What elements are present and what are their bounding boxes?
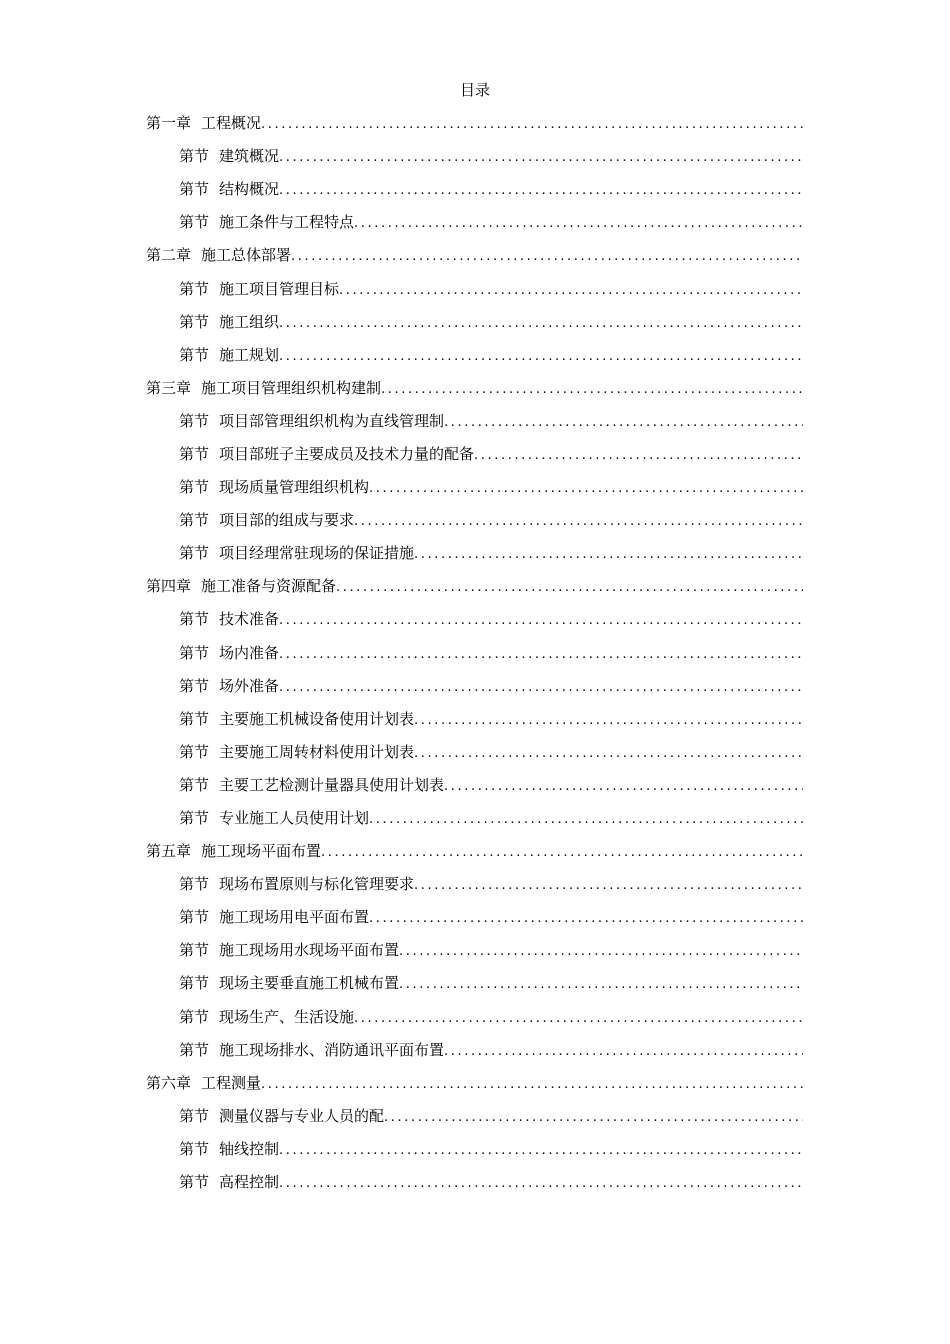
toc-dot-leader — [444, 1045, 803, 1058]
toc-entry-title: 结构概况 — [219, 180, 280, 199]
toc-entry-title: 施工总体部署 — [201, 246, 292, 265]
toc-section-entry[interactable] — [179, 966, 803, 999]
toc-entry-title: 施工项目管理组织机构建制 — [201, 378, 382, 397]
toc-dot-leader — [399, 978, 803, 991]
toc-dot-leader — [279, 1144, 803, 1157]
toc-entry-title: 主要工艺检测计量器具使用计划表 — [219, 775, 445, 794]
toc-section-entry[interactable] — [179, 867, 803, 900]
toc-entry-title: 建筑概况 — [219, 147, 280, 166]
toc-section-entry[interactable] — [179, 404, 803, 437]
toc-dot-leader — [354, 1012, 803, 1025]
toc-section-entry[interactable] — [179, 900, 803, 933]
toc-section-entry[interactable] — [179, 437, 803, 470]
toc-entry-number: 第节 — [179, 610, 210, 629]
toc-entry-number: 第节 — [179, 180, 210, 199]
toc-section-entry[interactable] — [179, 338, 803, 371]
toc-dot-leader — [279, 151, 803, 164]
toc-dot-leader — [279, 648, 803, 661]
toc-entry-number: 第节 — [179, 345, 210, 364]
toc-dot-leader — [279, 317, 803, 330]
toc-entry-number: 第六章 — [146, 1073, 192, 1092]
toc-entry-number: 第节 — [179, 444, 210, 463]
toc-entry-number: 第节 — [179, 974, 210, 993]
toc-entry-number: 第四章 — [146, 577, 192, 596]
toc-entry-number: 第节 — [179, 1007, 210, 1026]
toc-section-entry[interactable] — [179, 702, 803, 735]
toc-section-entry[interactable] — [179, 271, 803, 304]
toc-entry-number: 第节 — [179, 676, 210, 695]
toc-entry-title: 现场质量管理组织机构 — [219, 478, 370, 497]
toc-section-entry[interactable] — [179, 536, 803, 569]
toc-section-entry[interactable] — [179, 933, 803, 966]
toc-dot-leader — [474, 449, 803, 462]
toc-entry-number: 第节 — [179, 511, 210, 530]
toc-dot-leader — [399, 945, 803, 958]
toc-chapter-entry[interactable] — [146, 371, 803, 404]
toc-section-entry[interactable] — [179, 139, 803, 172]
toc-entry-number: 第节 — [179, 875, 210, 894]
toc-section-entry[interactable] — [179, 1000, 803, 1033]
toc-entry-title: 施工组织 — [219, 312, 280, 331]
toc-dot-leader — [414, 747, 803, 760]
toc-section-entry[interactable] — [179, 602, 803, 635]
toc-dot-leader — [414, 714, 803, 727]
toc-entry-number: 第节 — [179, 279, 210, 298]
toc-dot-leader — [261, 1078, 803, 1091]
toc-entry-title: 工程概况 — [201, 114, 262, 133]
toc-entry-number: 第节 — [179, 1139, 210, 1158]
toc-dot-leader — [414, 879, 803, 892]
toc-entry-number: 第节 — [179, 809, 210, 828]
toc-entry-number: 第节 — [179, 147, 210, 166]
toc-entry-number: 第五章 — [146, 842, 192, 861]
toc-entry-title: 项目经理常驻现场的保证措施 — [219, 544, 415, 563]
toc-entry-title: 场内准备 — [219, 643, 280, 662]
toc-entry-title: 主要施工机械设备使用计划表 — [219, 709, 415, 728]
toc-entry-title: 轴线控制 — [219, 1139, 280, 1158]
toc-dot-leader — [321, 846, 803, 859]
toc-section-entry[interactable] — [179, 305, 803, 338]
toc-dot-leader — [369, 912, 803, 925]
toc-entry-title: 技术准备 — [219, 610, 280, 629]
toc-dot-leader — [369, 813, 803, 826]
toc-dot-leader — [354, 217, 803, 230]
toc-dot-leader — [279, 614, 803, 627]
toc-entry-title: 高程控制 — [219, 1173, 280, 1192]
toc-chapter-entry[interactable] — [146, 569, 803, 602]
toc-entry-title: 场外准备 — [219, 676, 280, 695]
toc-dot-leader — [444, 416, 803, 429]
toc-entry-title: 施工现场用水现场平面布置 — [219, 941, 400, 960]
toc-entry-number: 第节 — [179, 544, 210, 563]
toc-dot-leader — [414, 548, 803, 561]
toc-entry-number: 第节 — [179, 941, 210, 960]
toc-dot-leader — [381, 383, 803, 396]
toc-entry-number: 第节 — [179, 908, 210, 927]
toc-entry-number: 第节 — [179, 478, 210, 497]
toc-section-entry[interactable] — [179, 636, 803, 669]
toc-entry-number: 第节 — [179, 1106, 210, 1125]
toc-dot-leader — [444, 780, 803, 793]
toc-chapter-entry[interactable] — [146, 106, 803, 139]
toc-entry-title: 施工准备与资源配备 — [201, 577, 337, 596]
toc-dot-leader — [279, 350, 803, 363]
toc-section-entry[interactable] — [179, 1099, 803, 1132]
toc-entry-number: 第节 — [179, 775, 210, 794]
toc-entry-title: 现场生产、生活设施 — [219, 1007, 355, 1026]
toc-entry-title: 测量仪器与专业人员的配 — [219, 1106, 385, 1125]
toc-heading: 目录 — [459, 81, 490, 99]
toc-chapter-entry[interactable] — [146, 238, 803, 271]
toc-entry-title: 项目部的组成与要求 — [219, 511, 355, 530]
toc-section-entry[interactable] — [179, 1132, 803, 1165]
toc-entry-number: 第节 — [179, 709, 210, 728]
toc-chapter-entry[interactable] — [146, 834, 803, 867]
toc-entry-title: 施工现场平面布置 — [201, 842, 322, 861]
toc-entry-title: 施工规划 — [219, 345, 280, 364]
toc-entry-number: 第节 — [179, 1173, 210, 1192]
toc-list — [0, 106, 950, 1198]
toc-entry-number: 第节 — [179, 643, 210, 662]
toc-section-entry[interactable] — [179, 1033, 803, 1066]
toc-dot-leader — [354, 515, 803, 528]
toc-dot-leader — [279, 1177, 803, 1190]
toc-entry-number: 第一章 — [146, 114, 192, 133]
toc-section-entry[interactable] — [179, 503, 803, 536]
toc-entry-number: 第节 — [179, 411, 210, 430]
toc-entry-number: 第二章 — [146, 246, 192, 265]
toc-entry-number: 第节 — [179, 742, 210, 761]
toc-entry-title: 现场布置原则与标化管理要求 — [219, 875, 415, 894]
toc-section-entry[interactable] — [179, 801, 803, 834]
toc-dot-leader — [339, 284, 803, 297]
toc-entry-title: 施工条件与工程特点 — [219, 213, 355, 232]
toc-dot-leader — [369, 482, 803, 495]
toc-dot-leader — [261, 118, 803, 131]
toc-dot-leader — [279, 184, 803, 197]
toc-section-entry[interactable] — [179, 205, 803, 238]
toc-entry-number: 第节 — [179, 213, 210, 232]
toc-entry-number: 第节 — [179, 312, 210, 331]
toc-entry-title: 专业施工人员使用计划 — [219, 809, 370, 828]
toc-entry-title: 施工现场排水、消防通讯平面布置 — [219, 1040, 445, 1059]
toc-entry-title: 工程测量 — [201, 1073, 262, 1092]
toc-section-entry[interactable] — [179, 768, 803, 801]
toc-entry-number: 第节 — [179, 1040, 210, 1059]
toc-entry-number: 第三章 — [146, 378, 192, 397]
toc-section-entry[interactable] — [179, 1165, 803, 1198]
toc-entry-title: 主要施工周转材料使用计划表 — [219, 742, 415, 761]
toc-section-entry[interactable] — [179, 470, 803, 503]
toc-dot-leader — [336, 581, 803, 594]
toc-section-entry[interactable] — [179, 735, 803, 768]
toc-dot-leader — [384, 1111, 803, 1124]
toc-entry-title: 施工现场用电平面布置 — [219, 908, 370, 927]
toc-chapter-entry[interactable] — [146, 1066, 803, 1099]
toc-dot-leader — [279, 681, 803, 694]
toc-entry-title: 现场主要垂直施工机械布置 — [219, 974, 400, 993]
toc-section-entry[interactable] — [179, 669, 803, 702]
toc-dot-leader — [291, 250, 803, 263]
toc-section-entry[interactable] — [179, 172, 803, 205]
toc-entry-title: 施工项目管理目标 — [219, 279, 340, 298]
toc-entry-title: 项目部管理组织机构为直线管理制 — [219, 411, 445, 430]
toc-entry-title: 项目部班子主要成员及技术力量的配备 — [219, 444, 475, 463]
